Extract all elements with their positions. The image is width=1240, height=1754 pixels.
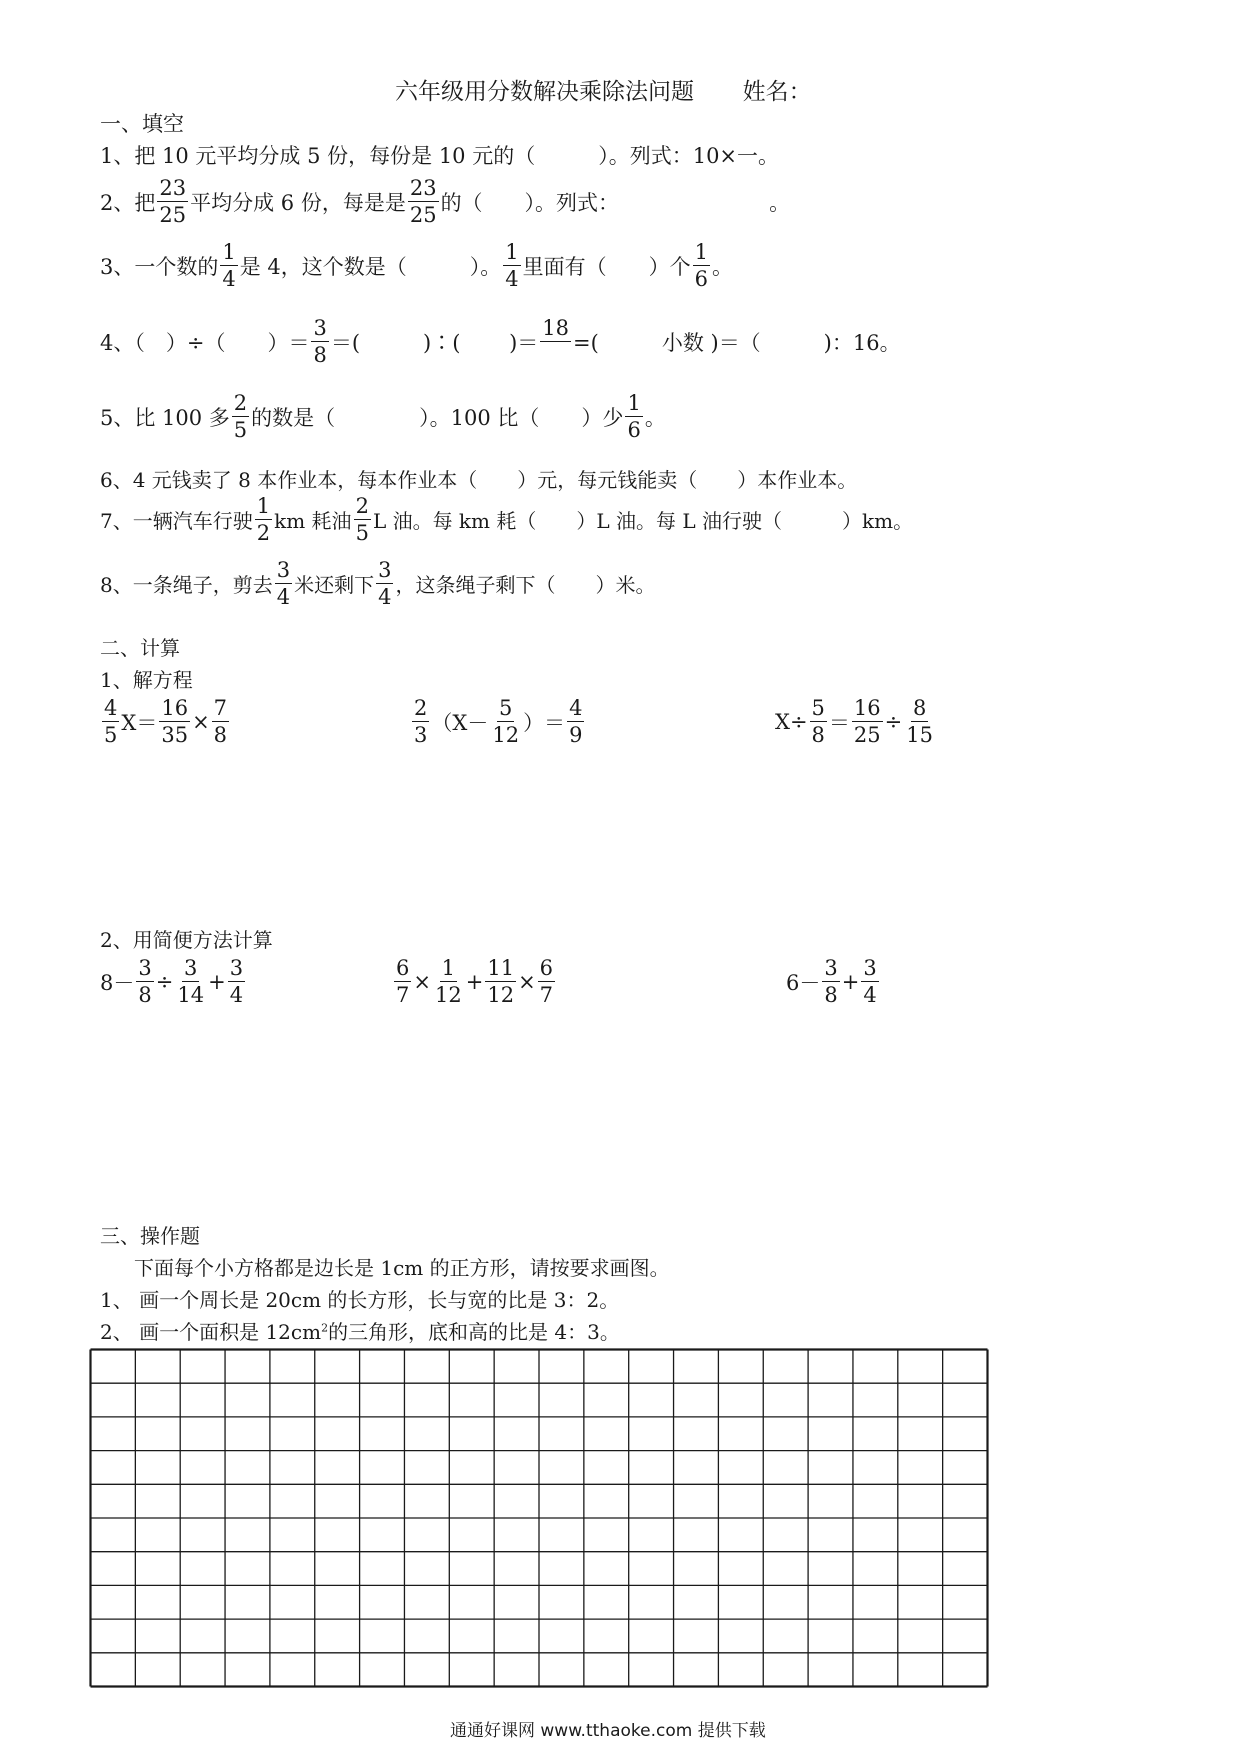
fraction	[861, 956, 878, 1007]
calc2-operator: +	[465, 969, 484, 994]
q8-text-a: 8、一条绳子，剪去	[100, 573, 273, 598]
fraction	[433, 956, 464, 1007]
fraction	[540, 316, 571, 367]
q5-text-c: 。	[644, 405, 666, 430]
denominator: 2	[256, 521, 271, 546]
footer-credit: 通通好课网 www.tthaoke.com 提供下载	[450, 1721, 766, 1741]
denominator: 14	[177, 983, 205, 1008]
numerator: 1	[503, 240, 520, 266]
task-2-text-b: 的三角形，底和高的比是 4：3。	[328, 1320, 620, 1344]
calc-2	[392, 956, 557, 1007]
numerator: 3	[822, 956, 839, 982]
fraction	[102, 696, 119, 747]
denominator: 5	[104, 723, 118, 748]
eq1-text: X＝	[121, 710, 158, 735]
denominator: 9	[569, 723, 583, 748]
fraction	[232, 391, 249, 442]
question-2	[100, 176, 790, 227]
q3-text-d: 。	[712, 254, 734, 279]
calc1-operator: ÷	[155, 969, 174, 994]
fraction	[408, 176, 439, 227]
fraction	[394, 956, 411, 1007]
question-1	[100, 140, 779, 170]
numerator: 16	[159, 696, 190, 722]
grid-svg[interactable]	[89, 1348, 989, 1688]
q5-text-b: 的数是（ ）。100 比（ ）少	[251, 405, 624, 430]
calc1-text: 8－	[100, 970, 135, 995]
denominator	[554, 342, 558, 367]
q2-text-c: 的（ ）。列式：	[440, 190, 620, 215]
denominator: 5	[233, 418, 248, 443]
section-1-heading: 一、填空	[100, 112, 184, 136]
denominator: 8	[824, 983, 838, 1008]
numerator: 6	[394, 956, 411, 982]
numerator: 1	[220, 240, 237, 266]
fraction	[275, 558, 292, 609]
denominator: 8	[313, 343, 327, 368]
numerator: 1	[693, 240, 710, 266]
question-5	[100, 391, 666, 442]
q3-text-c: 里面有（ ）个	[522, 254, 691, 279]
calc3-text: 6－	[786, 970, 821, 995]
fraction	[255, 494, 272, 545]
task-1: 1、 画一个周长是 20cm 的长方形，长与宽的比是 3：2。	[100, 1288, 620, 1312]
q7-text-c: L 油。每 km 耗（ ）L 油。每 L 油行驶（ ）km。	[372, 509, 914, 534]
fraction	[220, 240, 237, 291]
numerator: 23	[408, 176, 439, 202]
denominator: 15	[906, 723, 933, 748]
denominator: 4	[222, 267, 236, 292]
denominator: 8	[213, 723, 228, 748]
question-1-text: 1、把 10 元平均分成 5 份，每份是 10 元的（ ）。列式：10×一。	[100, 144, 780, 168]
simplify-subheading: 2、用简便方法计算	[100, 928, 273, 952]
task-2-text-a: 2、 画一个面积是 12cm	[100, 1320, 322, 1344]
q2-text-b: 平均分成 6 份，每是是	[190, 190, 406, 215]
question-6-text: 6、4 元钱卖了 8 本作业本，每本作业本（ ）元，每元钱能卖（ ）本作业本。	[100, 468, 858, 492]
eq3-text-b: ＝	[828, 710, 850, 735]
title-text: 六年级用分数解决乘除法问题	[395, 79, 694, 105]
numerator: 3	[275, 558, 292, 584]
fraction	[136, 956, 153, 1007]
numerator: 23	[157, 176, 188, 202]
denominator: 8	[138, 983, 152, 1008]
numerator: 16	[852, 696, 883, 722]
q4-text-c: =( 小数 )＝（ )：16。	[573, 330, 901, 355]
eq3-text-a: X÷	[775, 709, 808, 734]
fraction	[538, 956, 555, 1007]
numerator: 8	[911, 696, 928, 722]
fraction	[354, 494, 371, 545]
numerator: 4	[102, 696, 119, 722]
q8-text-b: 米还剩下	[294, 573, 375, 598]
calc1-operator: +	[208, 969, 226, 994]
denominator: 6	[694, 267, 709, 292]
fraction	[822, 956, 839, 1007]
section-3-heading: 三、操作题	[100, 1224, 200, 1248]
numerator: 3	[311, 316, 328, 342]
section-2-heading: 二、计算	[100, 636, 180, 660]
denominator: 4	[378, 585, 392, 610]
denominator: 12	[434, 983, 462, 1008]
fraction	[567, 696, 584, 747]
fraction	[311, 316, 328, 367]
eq2-text-a: （X－	[431, 710, 489, 735]
eq3-operator: ÷	[884, 709, 903, 734]
q5-text-a: 5、比 100 多	[100, 405, 230, 430]
denominator: 25	[409, 203, 437, 228]
fraction	[175, 956, 206, 1007]
calc-3	[786, 956, 881, 1007]
numerator: 3	[228, 956, 245, 982]
q2-text-d: 。	[769, 190, 791, 215]
q2-text-a: 2、把	[100, 190, 156, 215]
denominator: 12	[492, 723, 520, 748]
fraction	[376, 558, 393, 609]
fraction	[490, 696, 521, 747]
numerator: 18	[540, 316, 571, 342]
section-3-intro: 下面每个小方格都是边长是 1cm 的正方形，请按要求画图。	[134, 1256, 670, 1280]
question-4	[100, 316, 901, 367]
fraction	[693, 240, 710, 291]
q4-text-b: ＝( )∶( )＝	[330, 330, 539, 355]
denominator: 4	[505, 267, 519, 292]
denominator: 25	[159, 203, 187, 228]
numerator: 5	[497, 696, 514, 722]
denominator: 6	[627, 418, 641, 443]
denominator: 35	[161, 723, 189, 748]
fraction	[625, 391, 642, 442]
numerator: 5	[810, 696, 827, 722]
numerator: 3	[136, 956, 153, 982]
numerator: 1	[440, 956, 457, 982]
numerator: 11	[485, 956, 516, 982]
fraction	[159, 696, 190, 747]
worksheet-title	[395, 73, 812, 106]
equation-1	[100, 696, 231, 747]
denominator: 5	[355, 521, 369, 546]
calc3-operator: +	[841, 969, 860, 994]
q4-text-a: 4、（ ）÷（ ）＝	[100, 330, 310, 355]
q3-text-a: 3、一个数的	[100, 254, 219, 279]
numerator: 6	[538, 956, 555, 982]
calc2-operator: ×	[413, 969, 431, 994]
denominator: 4	[229, 983, 244, 1008]
calc-1	[100, 956, 247, 1007]
question-8	[100, 558, 655, 609]
denominator: 7	[396, 983, 410, 1008]
numerator: 3	[861, 956, 878, 982]
question-3	[100, 240, 733, 291]
q8-text-c: ，这条绳子剩下（ ）米。	[395, 573, 656, 598]
fraction	[503, 240, 520, 291]
numerator: 1	[625, 391, 642, 417]
denominator: 4	[276, 585, 291, 610]
denominator: 25	[853, 723, 881, 748]
numerator: 2	[412, 696, 429, 722]
denominator: 4	[863, 983, 877, 1008]
name-label: 姓名：	[742, 79, 812, 105]
numerator: 3	[182, 956, 199, 982]
denominator: 3	[414, 723, 428, 748]
denominator: 12	[487, 983, 515, 1008]
superscript: 2	[321, 1321, 329, 1335]
q7-text-a: 7、一辆汽车行驶	[100, 509, 253, 534]
numerator: 2	[232, 391, 249, 417]
numerator: 7	[212, 696, 229, 722]
denominator: 7	[539, 983, 554, 1008]
fraction	[485, 956, 516, 1007]
fraction	[810, 696, 827, 747]
eq2-text-b: ）＝	[523, 710, 566, 735]
fraction	[228, 956, 245, 1007]
q3-text-b: 是 4，这个数是（ ）。	[239, 254, 502, 279]
calc2-operator: ×	[518, 969, 536, 994]
eq1-operator: ×	[192, 709, 210, 734]
fraction	[212, 696, 229, 747]
numerator: 1	[255, 494, 272, 520]
numerator: 4	[567, 696, 584, 722]
numerator: 2	[354, 494, 371, 520]
drawing-grid[interactable]	[89, 1348, 989, 1688]
fraction	[412, 696, 429, 747]
question-6	[100, 464, 857, 493]
fraction	[157, 176, 188, 227]
numerator: 3	[376, 558, 393, 584]
fraction	[852, 696, 883, 747]
equation-3	[775, 696, 937, 747]
equation-2	[410, 696, 586, 747]
denominator: 8	[811, 723, 825, 748]
fraction	[904, 696, 935, 747]
equations-subheading: 1、解方程	[100, 668, 193, 692]
question-7	[100, 494, 913, 545]
q7-text-b: km 耗油	[274, 509, 352, 534]
task-2	[100, 1316, 620, 1345]
